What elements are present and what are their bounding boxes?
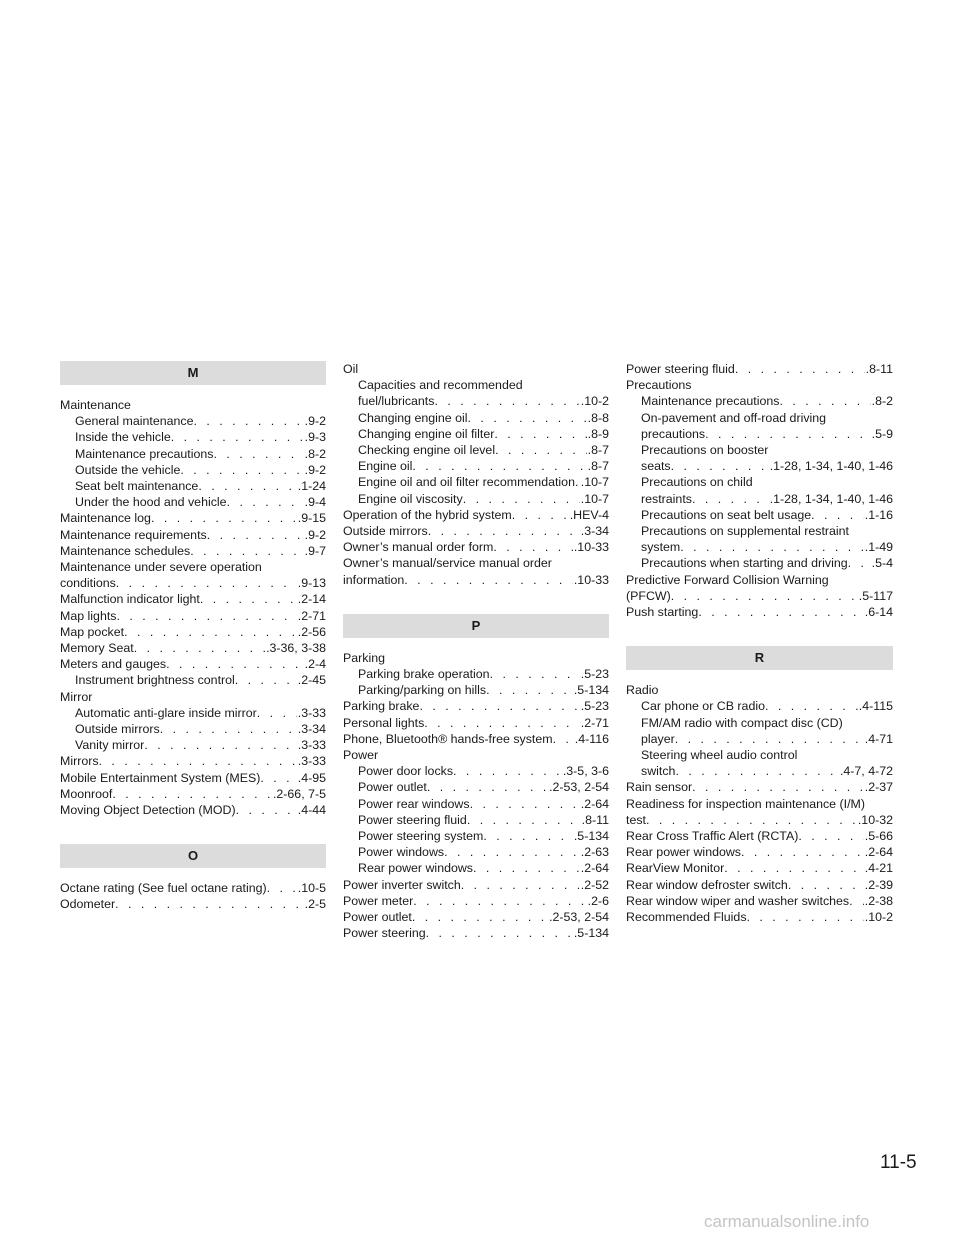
- index-entry: Maintenance schedules . . . .9-7: [60, 543, 326, 559]
- index-entry: conditions . . . .9-13: [60, 575, 326, 591]
- index-entry: Parking brake . . . .5-23: [343, 698, 609, 714]
- index-subentry: system . . . .1-49: [626, 539, 893, 555]
- index-list-p-continued: [626, 361, 893, 620]
- index-entry: Radio: [626, 683, 659, 698]
- index-column-3: [626, 361, 893, 925]
- index-subentry: Outside the vehicle . . . .9-2: [60, 462, 326, 478]
- index-entry: Maintenance under severe operation: [60, 560, 262, 575]
- index-subentry: seats . . . .1-28, 1-34, 1-40, 1-46: [626, 458, 893, 474]
- page-number: 11-5: [880, 1152, 917, 1173]
- index-subentry: Steering wheel audio control: [641, 748, 798, 763]
- index-entry: Owner’s manual/service manual order: [343, 556, 552, 571]
- index-entry: Rain sensor . . . .2-37: [626, 779, 893, 795]
- index-subentry: Engine oil . . . .8-7: [343, 458, 609, 474]
- index-entry: Predictive Forward Collision Warning: [626, 572, 829, 587]
- index-entry: Oil: [343, 362, 359, 376]
- index-subentry: Precautions on child: [641, 475, 753, 490]
- index-subentry: switch . . . .4-7, 4-72: [626, 763, 893, 779]
- index-list-p: [343, 650, 609, 942]
- index-entry: Odometer . . . .2-5: [60, 896, 326, 912]
- index-entry: Readiness for inspection maintenance (I/M): [626, 796, 865, 811]
- index-subentry: Under the hood and vehicle . . . .9-4: [60, 494, 326, 510]
- index-list-o-continued: [343, 361, 609, 588]
- index-entry: Moonroof . . . .2-66, 7-5: [60, 786, 326, 802]
- index-entry: Power steering fluid . . . .8-11: [626, 361, 893, 377]
- index-subentry: fuel/lubricants . . . .10-2: [343, 393, 609, 409]
- index-subentry: Capacities and recommended: [358, 378, 523, 393]
- index-entry: Mirrors . . . .3-33: [60, 753, 326, 769]
- index-subentry: FM/AM radio with compact disc (CD): [641, 715, 843, 730]
- index-subentry: Power windows . . . .2-63: [343, 844, 609, 860]
- index-subentry: Car phone or CB radio . . . .4-115: [626, 698, 893, 714]
- index-entry: Rear power windows . . . .2-64: [626, 844, 893, 860]
- index-entry: test . . . .10-32: [626, 812, 893, 828]
- index-entry: Rear Cross Traffic Alert (RCTA) . . . .5-66: [626, 828, 893, 844]
- index-subentry: precautions . . . .5-9: [626, 426, 893, 442]
- index-subentry: Precautions on booster: [641, 443, 769, 458]
- index-entry: Memory Seat . . . .3-36, 3-38: [60, 640, 326, 656]
- index-entry: Power inverter switch . . . .2-52: [343, 877, 609, 893]
- index-entry: Rear window defroster switch . . . .2-39: [626, 877, 893, 893]
- index-subentry: Vanity mirror . . . .3-33: [60, 737, 326, 753]
- index-subentry: Changing engine oil . . . .8-8: [343, 410, 609, 426]
- index-entry: Outside mirrors . . . .3-34: [343, 523, 609, 539]
- index-entry: Rear window wiper and washer switches . . . .2-38: [626, 893, 893, 909]
- index-column-2: [343, 361, 609, 942]
- section-header-p: P: [343, 614, 609, 638]
- index-subentry: Parking/parking on hills . . . .5-134: [343, 682, 609, 698]
- index-entry: Octane rating (See fuel octane rating) . . . .10-5: [60, 880, 326, 896]
- index-entry: Power meter . . . .2-6: [343, 893, 609, 909]
- index-subentry: Precautions when starting and driving . . . .5-4: [626, 555, 893, 571]
- watermark: carmanualsonline.info: [704, 1212, 870, 1231]
- index-entry: Operation of the hybrid system . . . .HEV-4: [343, 507, 609, 523]
- index-subentry: Power door locks . . . .3-5, 3-6: [343, 763, 609, 779]
- index-subentry: On-pavement and off-road driving: [641, 410, 827, 425]
- index-entry: Moving Object Detection (MOD) . . . .4-44: [60, 802, 326, 818]
- index-subentry: Outside mirrors . . . .3-34: [60, 721, 326, 737]
- section-header-r: R: [626, 646, 893, 670]
- index-entry: Maintenance: [60, 398, 131, 412]
- index-subentry: Maintenance precautions . . . .8-2: [60, 446, 326, 462]
- index-subentry: Automatic anti-glare inside mirror . . . .3-33: [60, 705, 326, 721]
- index-entry: Malfunction indicator light . . . .2-14: [60, 591, 326, 607]
- index-subentry: Maintenance precautions . . . .8-2: [626, 393, 893, 409]
- index-subentry: Seat belt maintenance . . . .1-24: [60, 478, 326, 494]
- index-entry: Mobile Entertainment System (MES) . . . .4-95: [60, 770, 326, 786]
- index-entry: Mirror: [60, 689, 93, 704]
- section-header-o: O: [60, 844, 326, 868]
- index-subentry: player . . . .4-71: [626, 731, 893, 747]
- index-subentry: Rear power windows . . . .2-64: [343, 860, 609, 876]
- index-entry: Map pocket . . . .2-56: [60, 624, 326, 640]
- index-entry: information . . . .10-33: [343, 572, 609, 588]
- index-subentry: restraints . . . .1-28, 1-34, 1-40, 1-46: [626, 491, 893, 507]
- index-subentry: Power steering system . . . .5-134: [343, 828, 609, 844]
- index-entry: Recommended Fluids . . . .10-2: [626, 909, 893, 925]
- index-subentry: Inside the vehicle . . . .9-3: [60, 429, 326, 445]
- index-subentry: Engine oil and oil filter recommendation . . . .10-7: [343, 474, 609, 490]
- index-subentry: Parking brake operation . . . .5-23: [343, 666, 609, 682]
- index-entry: Map lights . . . .2-71: [60, 608, 326, 624]
- index-subentry: Instrument brightness control . . . .2-45: [60, 672, 326, 688]
- index-subentry: Precautions on seat belt usage . . . .1-16: [626, 507, 893, 523]
- index-entry: RearView Monitor . . . .4-21: [626, 860, 893, 876]
- index-entry: Precautions: [626, 378, 692, 393]
- index-entry: Maintenance requirements . . . .9-2: [60, 527, 326, 543]
- index-subentry: Changing engine oil filter . . . .8-9: [343, 426, 609, 442]
- index-entry: Power steering . . . .5-134: [343, 925, 609, 941]
- index-column-1: [60, 361, 326, 913]
- index-entry: Maintenance log . . . .9-15: [60, 510, 326, 526]
- index-entry: Owner’s manual order form . . . .10-33: [343, 539, 609, 555]
- index-subentry: Checking engine oil level . . . .8-7: [343, 442, 609, 458]
- index-list-m: [60, 397, 326, 818]
- index-subentry: General maintenance . . . .9-2: [60, 413, 326, 429]
- index-subentry: Power steering fluid . . . .8-11: [343, 812, 609, 828]
- index-entry: Parking: [343, 650, 386, 665]
- index-entry: Personal lights . . . .2-71: [343, 715, 609, 731]
- index-entry: (PFCW) . . . .5-117: [626, 588, 893, 604]
- index-entry: Power: [343, 748, 379, 763]
- index-subentry: Engine oil viscosity . . . .10-7: [343, 491, 609, 507]
- index-entry: Power outlet . . . .2-53, 2-54: [343, 909, 609, 925]
- index-entry: Meters and gauges . . . .2-4: [60, 656, 326, 672]
- index-entry: Push starting . . . .6-14: [626, 604, 893, 620]
- index-subentry: Power outlet . . . .2-53, 2-54: [343, 779, 609, 795]
- index-list-r: [626, 682, 893, 925]
- index-list-o: [60, 880, 326, 912]
- section-header-m: M: [60, 361, 326, 385]
- index-subentry: Precautions on supplemental restraint: [641, 524, 850, 539]
- index-entry: Phone, Bluetooth® hands-free system . . . .4-116: [343, 731, 609, 747]
- index-subentry: Power rear windows . . . .2-64: [343, 796, 609, 812]
